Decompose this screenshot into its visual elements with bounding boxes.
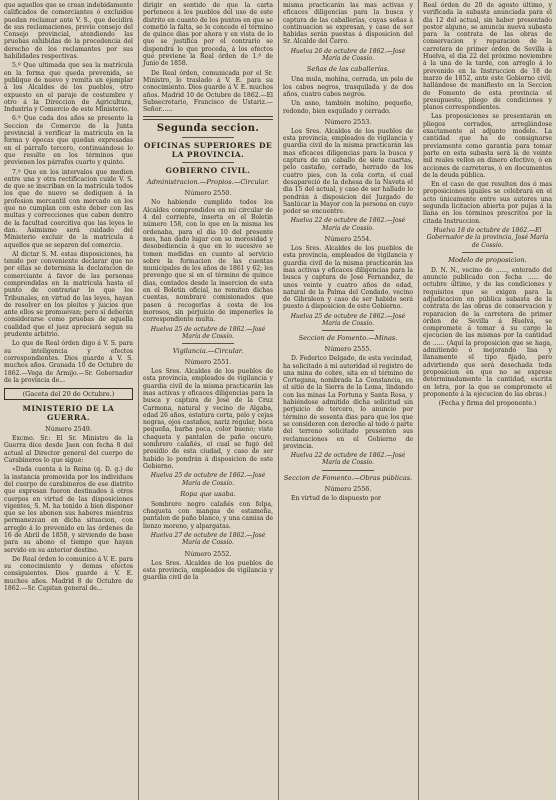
paragraph: Los Sres. Alcaldes de los pueblos de esta provincia, empleados de vigilancia y guardia civil de la misma practicarán las mas activas y eficaces diligencias para la busca y captura de José Fernandez, de unos veinte y cuatro años de edad, natural de la Palma del Condado, vecino de Gibraleon y caso de ser habido será puesto á disposicion de este Gobierno. xyxy=(283,245,413,311)
notice-number: Número 2551. xyxy=(184,358,232,367)
notice-number: Número 2552. xyxy=(184,549,232,558)
government-heading: GOBIERNO CIVIL. xyxy=(165,166,251,176)
divider xyxy=(143,116,273,120)
divider xyxy=(462,252,514,253)
signature: Huelva 25 de octubre de 1862.—José María de Cossío. xyxy=(290,312,406,327)
column-4 xyxy=(419,0,556,800)
notice-number: Número 2549. xyxy=(45,425,92,434)
notice-number: Número 2556. xyxy=(324,484,372,493)
subheading: Ropa que usaba. xyxy=(180,489,236,498)
paragraph: Sombrero negro calañés con felpa, chaqueta con mangas de estameña, pantalon de paño blanco, y una camisa de lienzo moreno, y alpargatas. xyxy=(143,500,273,530)
paragraph: D. N. N., vecino de ......, enterado del anuncio publicado con fecha ...... de octubre último, y de las condiciones y requisitos que se exigen para la adjudicacion en pública subasta de la contrata de las obras de conservacion y reparacion de la carretera de primer órden de Sevilla á Huelva, se compromete á tomar á su cargo la ejecucion de las mismas por la cantidad de ...... (Aquí la proposicion que se haga, admitiendo ó mejorando lisa y llanamente el tipo fijado, pero advirtiendo que será desechada toda proposicion en que no se exprese determinadamente la cantidad, escrita en letra, por la que se compromete el proponente á la ejecucion de las obras.) xyxy=(423,266,552,398)
paragraph: Los Sres. Alcaldes de los pueblos de esta provincia, empleados de vigilancia y guardia civil de la misma practicarán las mas eficaces diligencias para la busca y captura de un caballo de siete cuartas, pelo castaño, cerrado, herrado de los cuatro pies, con la cola corta, el cual desapareció de la dehesa de la Naveta el dia 15 del actual, y caso de ser hallado lo pondrán á disposicion del Juzgado de Sanlúcar la Mayor con la persona en cuyo poder se encuentre. xyxy=(283,127,413,216)
paragraph: No habiendo cumplido todos los Alcaldes comprendidos en mi circular de 4 del corriente, inserta en el Boletin número 158, con lo que en la misma les ordenaba, para el dia 10 del presente mes, han dado lugar con su morosidad y desobediencia á que en lo sucesivo se tomen medidas en cuanto al servicio sobre la formacion de las cuentas municipales de los años de 1861 y 62; les prevengo que si en el término de quince dias, contados desde la insercion de esta en el Boletin oficial, no remiten dichas cuentas, nombraré comisionados que pasen á recogerlas á costa de los morosos, sin perjuicio de imponerles la correspondiente multa. xyxy=(143,199,273,324)
paragraph: Excmo. Sr.: El Sr. Ministro de la Guerra dice desde Jaen con fecha 8 del actual al Director general del cuerpo de Carabineros lo que sigue: xyxy=(4,435,133,465)
paragraph: Al dictar S. M. estas disposiciones, ha tenido por conveniente declarar que no por ellas se determina la declaracion de comerciante á favor de las personas comprendidas en la matrícula hasta el punto de contrariar lo que los Tribunales, en virtud de las leyes, hayan de resolver en los pleitos y juicios que ante ellos se promuevan; pero sí deberán considerarse como pruebas de aquella cualidad que el juez apreciará segun su prudente arbitrio. xyxy=(4,250,133,339)
paragraph: 6.º Que cada dos años se presente la Seccion de Comercio de la Junta provincial á verificar la matrícula en la forma y épocas que quedan expresadas en el párrafo tercero, continuándose lo que resulte en los términos que previenen los párrafos cuarto y quinto. xyxy=(4,115,133,167)
paragraph: «Dada cuenta á la Reina (q. D. g.) de la instancia promovida por los individuos del cuerpo de carabineros de ese distrito que expresan fueron destinados á otros cuerpos en virtud de las disposiciones vigentes, S. M. ha tenido á bien disponer que se les abonen sus haberes mientras permanezcan en dicha situacion, con arreglo á lo prevenido en las órdenes de 16 de Abril de 1858, y sirviendo de base para su abono el tiempo que hayan servido en su anterior destino. xyxy=(4,466,133,554)
signature: Huelva 25 de octubre de 1862.—José María de Cossío. xyxy=(150,325,266,340)
paragraph: En virtud de lo dispuesto por xyxy=(291,494,381,502)
signature: Huelva 25 de octubre de 1862.—José María de Cossío. xyxy=(150,472,266,487)
paragraph: Los Sres. Alcaldes de los pueblos de esta provincia, empleados de vigilancia y guardia civil de la misma practicarán las mas activas y eficaces diligencias para la busca y captura de José de la Cruz Carmona, natural y vecino de Algaba, edad 26 años, estatura corta, pelo y cejas negras, ojos castaños, nariz regular, boca pequeña, barba poca, color bueno; viste chaqueta y pantalon de paño oscuro, sombrero calañés, el cual se fugó del presidio de esta ciudad, y caso de ser habido lo pondrán á disposicion de este Gobierno. xyxy=(143,368,273,470)
notice-number: Número 2550. xyxy=(184,189,232,198)
signature: (Fecha y firma del proponente.) xyxy=(438,400,537,408)
divider xyxy=(322,330,374,331)
paragraph: D. Federico Delgado, de esta vecindad, ha solicitado á mi autoridad el registro de una mina de cobre, sita en el término de Cortegana, nombrada La Constancia, en el sitio de la Sierra de la Loma, lindando con las minas La Fortuna y Santa Rosa, y habiéndose admitido dicha solicitud sin perjuicio de tercero, lo anuncio por término de sesenta dias para que los que se consideren con derecho al todo ó parte del terreno solicitado presenten sus reclamaciones en el Gobierno de provincia. xyxy=(283,355,413,450)
column-3 xyxy=(279,0,417,800)
paragraph: dirigir en sentido de que la carta pertenece á los pueblos del uso de este distrito en cuanto de los puntos en que se cometió la falta, se le concede el término de quince dias por ahora y en vista de lo que se justifica por el contrario se dispondrá lo que proceda, á los efectos que previene la Real órden de 1.º de Junio de 1858. xyxy=(143,2,273,68)
signature: Huelva 27 de octubre de 1862.—José María de Cossío. xyxy=(150,532,266,547)
paragraph: En el caso de que resulten dos ó mas proposiciones iguales se celebrará en el acto únicamente entre sus autores una segunda licitacion abierta por pujas á la llana en los términos prescritos por la citada Instruccion. xyxy=(423,181,552,225)
subheading: Señas de las caballerías. xyxy=(306,65,390,74)
paragraph: que aquellos que se crean indebidamente calificados de comerciantes ó excluidos puedan reclamar ante V. S., que decidirá de sus reclamaciones, previo consejo del Consejo provincial, atendiendo las pruebas exhibidas de la procedencia del derecho de los reclamantes por sus habilidades respectivas. xyxy=(4,2,133,61)
signature: Huelva 22 de octubre de 1862.—José María de Cossío. xyxy=(290,217,406,232)
notice-category: Administracion.—Propios.—Circular. xyxy=(146,178,270,187)
paragraph: De Real órden lo comunico á V. E. para su conocimiento y demas efectos consiguientes. Dios guarde á V. E. muchos años. Madrid 8 de Octubre de 1862.—Sr. Capitan general de... xyxy=(4,555,133,593)
column-2 xyxy=(139,0,277,800)
paragraph: 7.º Que en los intervalos que medien entre una y otra rectificacion cuide V. S. de que se inscriban en la matrícula todos los que de nuevo se dediquen á la profesion mercantil con mercado en los que no cumplan con este deber con las multas y correcciones que caben dentro de la facultad coercitiva que las leyes le dan. Asimismo será cuidado del Ministerio excluir de la matrícula á aquellos que se separen del comercio. xyxy=(4,168,133,249)
paragraph: De Real órden, comunicada por el Sr. Ministro, lo traslado á V. E. para su conocimiento. Dios guarde á V. E. muchos años. Madrid 10 de Octubre de 1862.—El Subsecretario, Francisco de Ustariz.—Señor...... xyxy=(143,69,273,114)
paragraph: Una mula, mohína, cerrada, un pelo de los cabos negros, trasquilada y de dos años, cuatro cabos negros. xyxy=(283,76,413,98)
paragraph: 5.º Que ultimada que sea la matrícula en la forma que queda prevenida, se publique de nuevo y remita un ejemplar á los Alcaldes de los pueblos, otro expuesto en el paraje de costumbre y otro á la Direccion de Agricultura, Industria y Comercio de este Ministerio. xyxy=(4,62,133,114)
signature: Huelva 22 de octubre de 1862.—José María de Cossío. xyxy=(290,452,406,467)
paragraph: Un asno, también mohíno, pequeño, redondo, bien esquilado y cerrado. xyxy=(283,100,413,115)
divider xyxy=(182,343,234,344)
column-1 xyxy=(0,0,137,800)
notice-number: Número 2555. xyxy=(324,345,372,354)
paragraph: Las proposiciones se presentarán en pliegos cerrados, arreglándose exactamente al adjunto modelo. La cantidad que ha de consignarse previamente como garantía para tomar parte en esta subasta será la de veinte mil reales vellon en dinero efectivo, ó en acciones de carreteras, ó en documentos de la deuda pública. xyxy=(423,113,552,179)
signature: Huelva 18 de octubre de 1862.—El Gobernador de la provincia, José María de Cossío. xyxy=(426,226,549,249)
offices-heading: OFICINAS SUPERIORES DE LA PROVINCIA. xyxy=(143,141,273,160)
divider xyxy=(182,137,234,138)
paragraph: misma practicarán las mas activas y eficaces diligencias para la busca y captura de las caballerías, cuyas señas á continuacion se expresan, y caso de ser habidas serán puestas á disposicion del Sr. Alcalde del Cerro. xyxy=(283,2,413,46)
notice-category: Seccion de Fomento.—Minas. xyxy=(298,334,398,343)
notice-category: Seccion de Fomento.—Obras públicas. xyxy=(283,473,413,482)
divider xyxy=(182,162,234,163)
signature: Huelva 26 de octubre de 1862.—José María de Cossío. xyxy=(290,47,406,63)
ministry-heading: MINISTERIO DE LA GUERRA. xyxy=(22,404,115,423)
divider xyxy=(322,470,374,471)
notice-number: Número 2553. xyxy=(324,117,372,126)
notice-number: Número 2554. xyxy=(324,235,372,244)
paragraph: Los Sres. Alcaldes de los pueblos de esta provincia, empleados de vigilancia y guardia civil de la xyxy=(143,559,273,582)
section-heading: Segunda seccion. xyxy=(156,123,260,135)
paragraph: Real órden de 20 de agosto último, y verificada la subasta anunciada para el dia 12 del actual, sin haber presentado postor alguno, se anuncia nueva subasta para la contrata de las obras de conservacion y reparacion de la carretera de primer órden de Sevilla á Huelva, el dia 22 del próximo noviembre á la una de la tarde, con arreglo á lo prevenido en la Instruccion de 18 de marzo de 1852, ante este Gobierno civil, hallándose de manifiesto en la Seccion de Fomento de esta provincia el presupuesto, pliego de condiciones y planos correspondientes. xyxy=(423,2,552,112)
gazette-reference: (Gaceta del 20 de Octubre.) xyxy=(4,388,133,400)
notice-category: Vigilancia.—Circular. xyxy=(172,347,244,356)
paragraph: Lo que de Real órden digo á V. S. para su inteligencia y efectos correspondientes. Dios guarde á V. S. muchos años. Granada 10 de Octubre de 1862.—Vega de Armijo.—Sr. Gobernador de la provincia de... xyxy=(4,340,133,384)
subheading: Modelo de proposicion. xyxy=(448,255,527,264)
